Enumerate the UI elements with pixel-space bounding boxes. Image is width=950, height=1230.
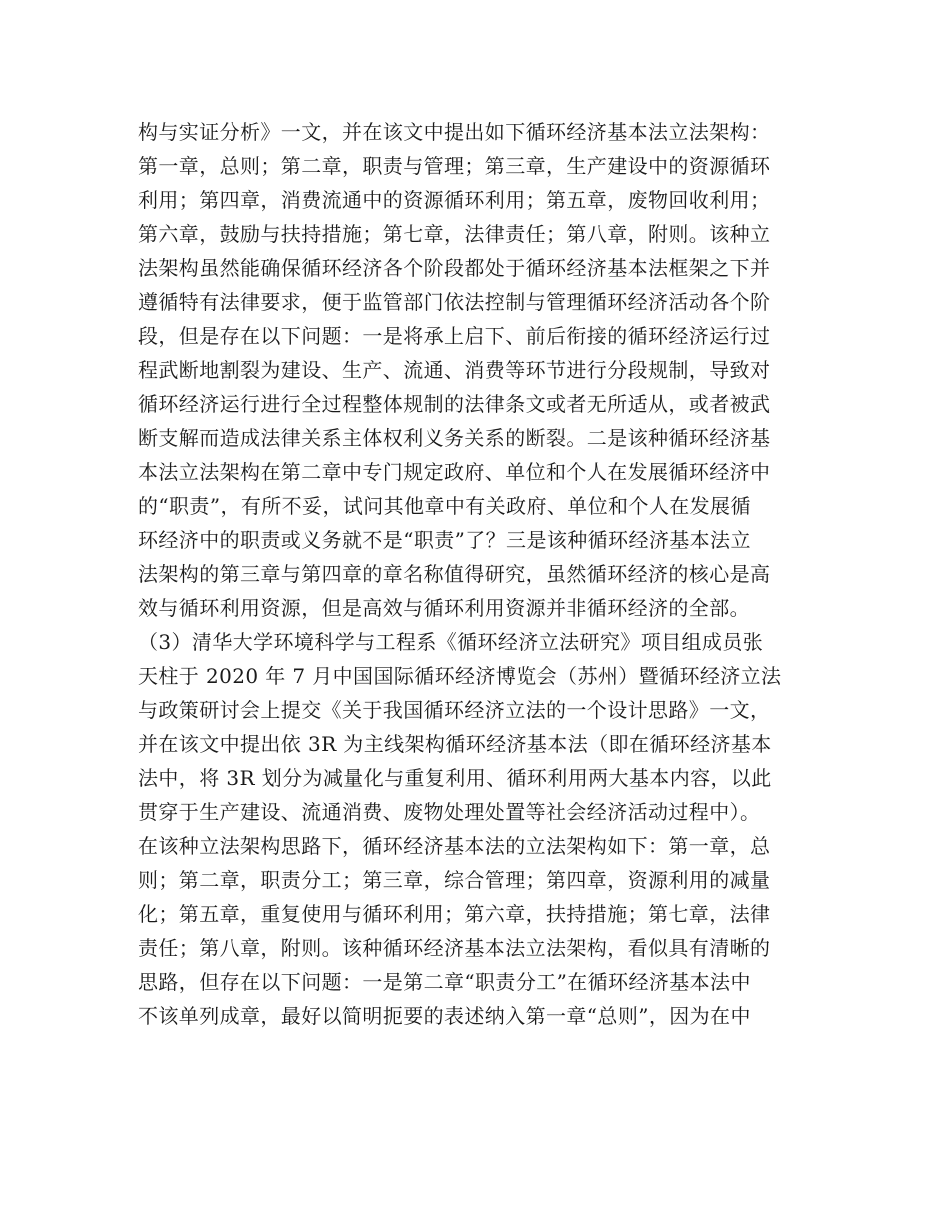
text-line: 第六章，鼓励与扶持措施；第七章，法律责任；第八章，附则。该种立 [138,222,771,246]
text-line: 本法立法架构在第二章中专门规定政府、单位和个人在发展循环经济中 [138,460,771,484]
text-line: 法架构的第三章与第四章的章名称值得研究，虽然循环经济的核心是高 [138,562,771,586]
text-line: 法中，将 3R 划分为减量化与重复利用、循环利用两大基本内容，以此 [138,766,772,790]
text-line: （3）清华大学环境科学与工程系《循环经济立法研究》项目组成员张 [138,630,764,654]
text-line: 的“职责”，有所不妥，试问其他章中有关政府、单位和个人在发展循 [138,494,751,518]
text-line: 遵循特有法律要求，便于监管部门依法控制与管理循环经济活动各个阶 [138,290,771,314]
text-line: 与政策研讨会上提交《关于我国循环经济立法的一个设计思路》一文， [138,698,771,722]
text-line: 断支解而造成法律关系主体权利义务关系的断裂。二是该种循环经济基 [138,426,771,450]
text-line: 在该种立法架构思路下，循环经济基本法的立法架构如下：第一章，总 [138,834,771,858]
text-line: 思路，但存在以下问题：一是第二章“职责分工”在循环经济基本法中 [138,970,751,994]
text-line: 效与循环利用资源，但是高效与循环利用资源并非循环经济的全部。 [138,596,750,620]
text-line: 段，但是存在以下问题：一是将承上启下、前后衔接的循环经济运行过 [138,324,771,348]
text-line: 第一章，总则；第二章，职责与管理；第三章，生产建设中的资源循环 [138,154,771,178]
text-line: 利用；第四章，消费流通中的资源循环利用；第五章，废物回收利用； [138,188,771,212]
text-line: 构与实证分析》一文，并在该文中提出如下循环经济基本法立法架构： [138,120,771,144]
text-line: 则；第二章，职责分工；第三章，综合管理；第四章，资源利用的减量 [138,868,771,892]
text-line: 法架构虽然能确保循环经济各个阶段都处于循环经济基本法框架之下并 [138,256,771,280]
text-line: 程武断地割裂为建设、生产、流通、消费等环节进行分段规制，导致对 [138,358,771,382]
text-line: 天柱于 2020 年 7 月中国国际循环经济博览会（苏州）暨循环经济立法 [138,664,782,688]
text-line: 不该单列成章，最好以简明扼要的表述纳入第一章“总则”，因为在中 [138,1004,751,1028]
body-text [138,115,818,1033]
text-line: 循环经济运行进行全过程整体规制的法律条文或者无所适从，或者被武 [138,392,771,416]
text-line: 贯穿于生产建设、流通消费、废物处理处置等社会经济活动过程中）。 [138,800,761,824]
text-line: 化；第五章，重复使用与循环利用；第六章，扶持措施；第七章，法律 [138,902,771,926]
text-line: 责任；第八章，附则。该种循环经济基本法立法架构，看似具有清晰的 [138,936,771,960]
text-line: 并在该文中提出依 3R 为主线架构循环经济基本法（即在循环经济基本 [138,732,772,756]
text-line: 环经济中的职责或义务就不是“职责”了？三是该种循环经济基本法立 [138,528,751,552]
